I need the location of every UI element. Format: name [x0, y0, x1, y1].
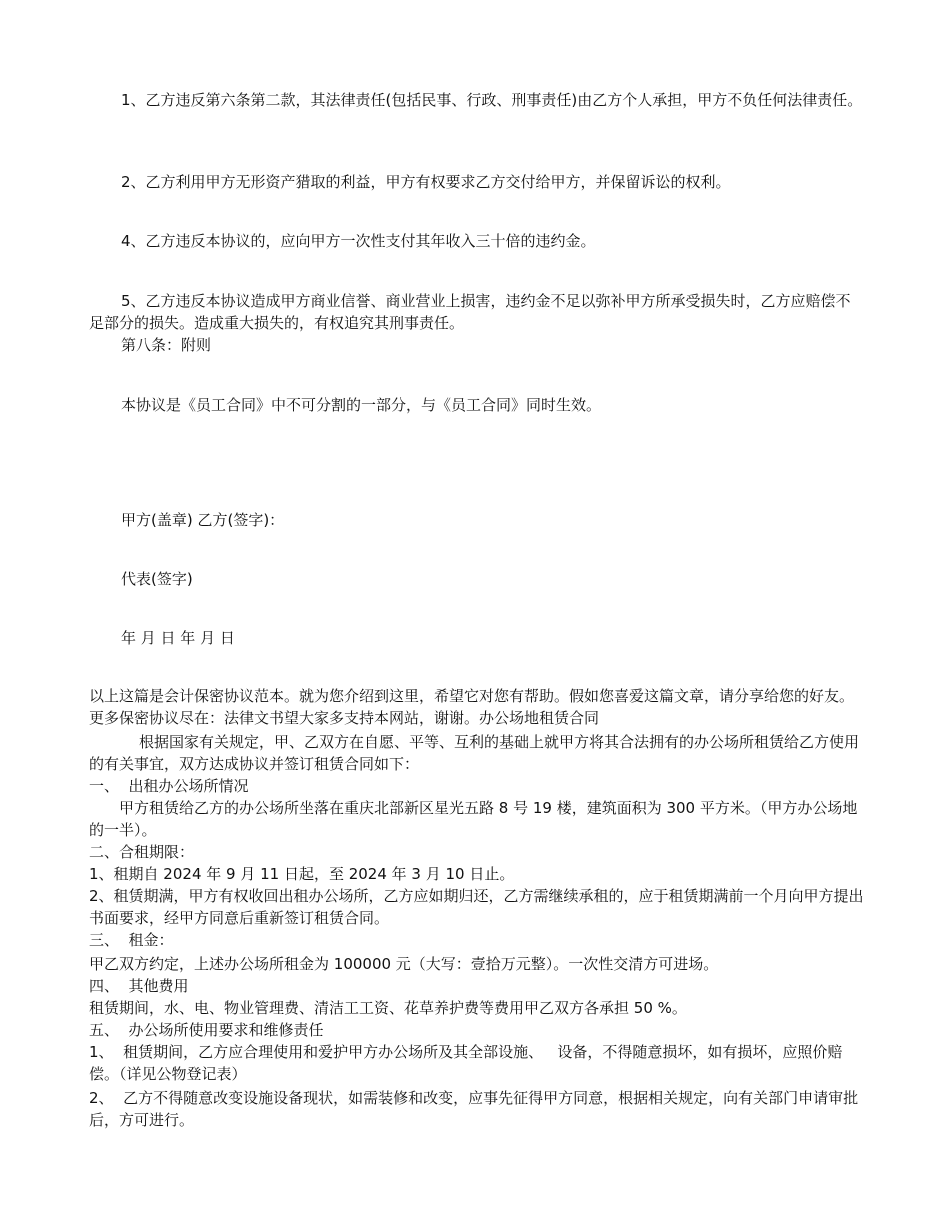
clause-4-paragraph: 4、乙方违反本协议的，应向甲方一次性支付其年收入三十倍的违约金。: [121, 232, 596, 250]
article-8-heading: 第八条：附则: [121, 336, 212, 354]
date-line: 年 月 日 年 月 日: [121, 629, 235, 647]
section-1-body: 甲方租赁给乙方的办公场所坐落在重庆北部新区星光五路 8 号 19 楼，建筑面积为 300 平方米。（甲方办公场地的一半）。: [89, 799, 858, 839]
agreement-effect-paragraph: 本协议是《员工合同》中不可分割的一部分，与《员工合同》同时生效。: [121, 396, 602, 414]
section-5-item-1: 1、 租赁期间，乙方应合理使用和爱护甲方办公场所及其全部设施、 设备，不得随意损坏，如有损坏，应照价赔偿。（详见公物登记表）: [89, 1043, 843, 1083]
section-4-heading: 四、 其他费用: [89, 977, 189, 995]
template-intro-paragraph: 以上这篇是会计保密协议范本。就为您介绍到这里，希望它对您有帮助。假如您喜爱这篇文章，请分享给您的好友。更多保密协议尽在：法律文书望大家多支持本网站，谢谢。办公场地租赁合同: [89, 687, 855, 727]
party-signature-line: 甲方(盖章) 乙方(签字)：: [121, 511, 285, 529]
section-5-item-2: 2、 乙方不得随意改变设施设备现状，如需装修和改变，应事先征得甲方同意，根据相关规定，向有关部门申请审批后，方可进行。: [89, 1089, 859, 1129]
section-3-body: 甲乙双方约定，上述办公场所租金为 100000 元（大写：壹拾万元整）。一次性交清方可进场。: [89, 955, 719, 973]
section-2-heading: 二、合租期限：: [89, 843, 195, 861]
section-1-heading: 一、 出租办公场所情况: [89, 777, 249, 795]
clause-1-paragraph: 1、乙方违反第六条第二款，其法律责任(包括民事、行政、刑事责任)由乙方个人承担，甲方不负任何法律责任。: [121, 91, 863, 109]
lease-preamble-paragraph: 根据国家有关规定，甲、乙双方在自愿、平等、互利的基础上就甲方将其合法拥有的办公场所租赁给乙方使用的有关事宜，双方达成协议并签订租赁合同如下：: [89, 733, 860, 773]
section-3-heading: 三、 租金：: [89, 931, 174, 949]
section-4-body: 租赁期间，水、电、物业管理费、清洁工工资、花草养护费等费用甲乙双方各承担 50 %。: [89, 999, 687, 1017]
clause-5-paragraph: 5、乙方违反本协议造成甲方商业信誉、商业营业上损害，违约金不足以弥补甲方所承受损失时，乙方应赔偿不足部分的损失。造成重大损失的，有权追究其刑事责任。: [89, 292, 851, 332]
representative-signature-line: 代表(签字): [121, 570, 193, 588]
clause-2-paragraph: 2、乙方利用甲方无形资产猎取的利益，甲方有权要求乙方交付给甲方，并保留诉讼的权利。: [121, 173, 731, 191]
section-5-heading: 五、 办公场所使用要求和维修责任: [89, 1021, 324, 1039]
section-2-item-2: 2、租赁期满，甲方有权收回出租办公场所，乙方应如期归还，乙方需继续承租的，应于租赁期满前一个月向甲方提出书面要求，经甲方同意后重新签订租赁合同。: [89, 887, 864, 927]
section-2-item-1: 1、租期自 2024 年 9 月 11 日起，至 2024 年 3 月 10 日止。: [89, 865, 515, 883]
